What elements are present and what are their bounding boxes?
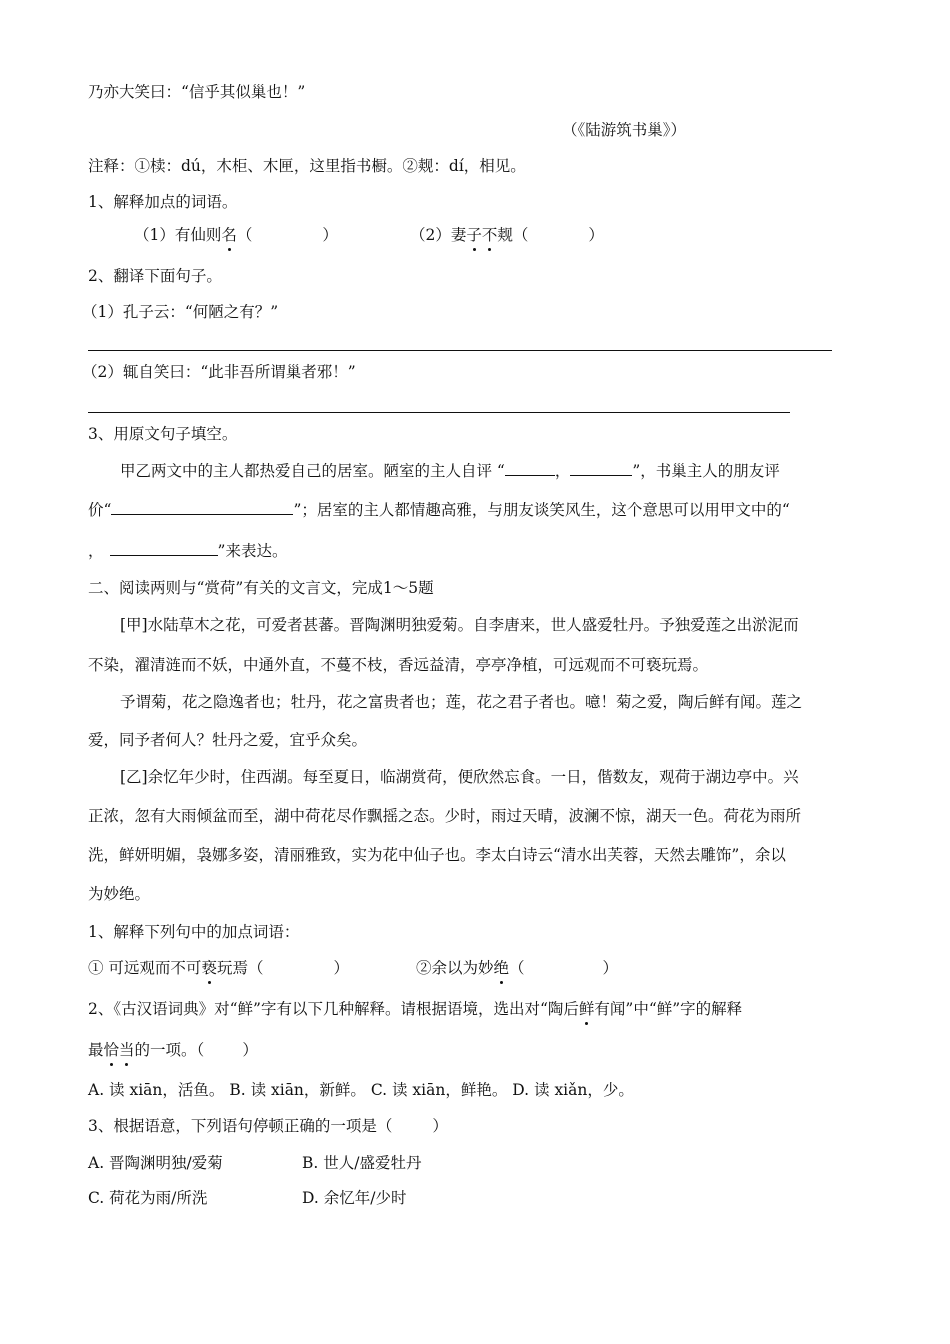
item-text: 有闻”中“鲜”字的解释 [594,1000,743,1018]
item-text: （2）妻 [410,226,467,244]
part-2-question-3-title [88,1116,448,1136]
item-text: 3、根据语意，下列语句停顿正确的一项是（ [88,1117,393,1135]
part-2-question-1-title: 1、解释下列句中的加点词语： [88,923,300,941]
part-2-question-1-item-1 [88,958,349,978]
item-text: 最 [88,1041,104,1059]
item-text: 2、《古汉语词典》对“鲜”字有以下几种解释。请根据语境，选出对“陶后 [88,1000,579,1018]
fill-blank[interactable] [111,500,293,515]
part-2-question-1-item-2 [416,958,618,978]
item-text: ， [554,462,571,480]
dotted-word: 子 [466,226,482,244]
item-text: ） [322,226,338,244]
item-text: ① 可远观而不可 [88,959,202,977]
question-3-line-2 [88,500,790,520]
item-text: （1）有仙则 [134,226,222,244]
passage-yi-line: [乙]余忆年少时，住西湖。每至夏日，临湖赏荷，便欣然忘食。一日，偕数友，观荷于湖边亭中。兴 [120,768,799,786]
item-text: 的一项。（ [134,1041,205,1059]
item-text: ） [432,1117,448,1135]
part-2-question-2-options: A. 读 xiān，活鱼。 B. 读 xiān，新鲜。 C. 读 xiān，鲜艳。 D. 读 xiǎn，少。 [88,1081,634,1099]
text-line: 乃亦大笑曰：“信乎其似巢也！” [88,83,306,101]
passage-jia-line: 予谓菊，花之隐逸者也；牡丹，花之富贵者也；莲，花之君子者也。噫！菊之爱，陶后鲜有闻。莲之 [120,693,803,711]
answer-line[interactable] [88,350,832,351]
item-text: 觌（ [497,226,529,244]
passage-yi-line: 正浓，忽有大雨倾盆而至，湖中荷花尽作飘摇之态。少时，雨过天晴，波澜不惊，湖天一色。荷花为雨所 [88,807,802,825]
fill-blank[interactable] [110,541,218,556]
source-citation: （《陆游筑书巢》） [562,121,687,139]
dotted-word: 当 [119,1041,135,1059]
dotted-word: 亵 [201,959,217,977]
item-text: 甲乙两文中的主人都热爱自己的居室。陋室的主人自评 “ [120,462,505,480]
item-text: ②余以为妙 [416,959,494,977]
item-text: ”，书巢主人的朋友评 [632,462,780,480]
dotted-word: 不 [481,226,498,244]
item-text: ”；居室的主人都情趣高雅，与朋友谈笑风生，这个意思可以用甲文中的“ [293,501,790,519]
passage-yi-line: 为妙绝。 [88,885,151,903]
option-d[interactable]: D. 余忆年/少时 [302,1189,407,1207]
item-text: ） [602,959,619,977]
question-2-sentence-1: （1）孔子云：“何陋之有？” [82,303,279,321]
answer-line[interactable] [88,412,790,413]
passage-yi-line: 洗，鲜妍明媚，袅娜多姿，清丽雅致，实为花中仙子也。李太白诗云“清水出芙蓉，天然去雕饰”，余以 [88,846,786,864]
dotted-word: 名 [221,226,237,244]
item-text: ） [242,1041,258,1059]
item-text: ”来表达。 [217,542,288,560]
passage-jia-line: 爱，同予者何人？牡丹之爱，宜乎众矣。 [88,731,368,749]
question-3-line-1 [120,461,780,481]
item-text: ， [88,542,104,560]
part-2-question-2-line-2 [88,1040,258,1060]
question-1-title: 1、解释加点的词语。 [88,193,238,211]
question-3-title: 3、用原文句子填空。 [88,425,238,443]
option-c[interactable]: C. 荷花为雨/所洗 [88,1189,208,1207]
question-1-item-2 [410,225,604,245]
section-2-heading: 二、阅读两则与“赏荷”有关的文言文，完成1～5题 [88,579,434,597]
fill-blank[interactable] [570,461,632,476]
item-text: （ [236,226,253,244]
option-a[interactable]: A. 晋陶渊明独/爱菊 [88,1154,223,1172]
question-3-line-3 [88,541,287,561]
passage-jia-line: 不染，濯清涟而不妖，中通外直，不蔓不枝，香远益清，亭亭净植，可远观而不可亵玩焉。 [88,656,709,674]
dotted-word: 恰 [103,1041,120,1059]
option-b[interactable]: B. 世人/盛爱牡丹 [302,1154,422,1172]
dotted-word: 鲜 [578,1000,595,1018]
item-text: （ [509,959,525,977]
question-2-sentence-2: （2）辄自笑曰：“此非吾所谓巢者邪！” [82,363,356,381]
annotation-note: 注释：①椟：dú，木柜、木匣，这里指书橱。②觌：dí，相见。 [88,157,526,175]
part-2-question-2-line-1 [88,999,742,1019]
item-text: ） [588,226,604,244]
dotted-word: 绝 [493,959,510,977]
fill-blank[interactable] [505,461,555,476]
item-text: ） [333,959,349,977]
item-text: 价“ [88,501,112,519]
question-1-item-1 [134,225,338,245]
item-text: 玩焉（ [216,959,264,977]
passage-jia-line: [甲]水陆草木之花，可爱者甚蕃。晋陶渊明独爱菊。自李唐来，世人盛爱牡丹。予独爱莲之出淤泥而 [120,616,799,634]
question-2-title: 2、翻译下面句子。 [88,267,222,285]
